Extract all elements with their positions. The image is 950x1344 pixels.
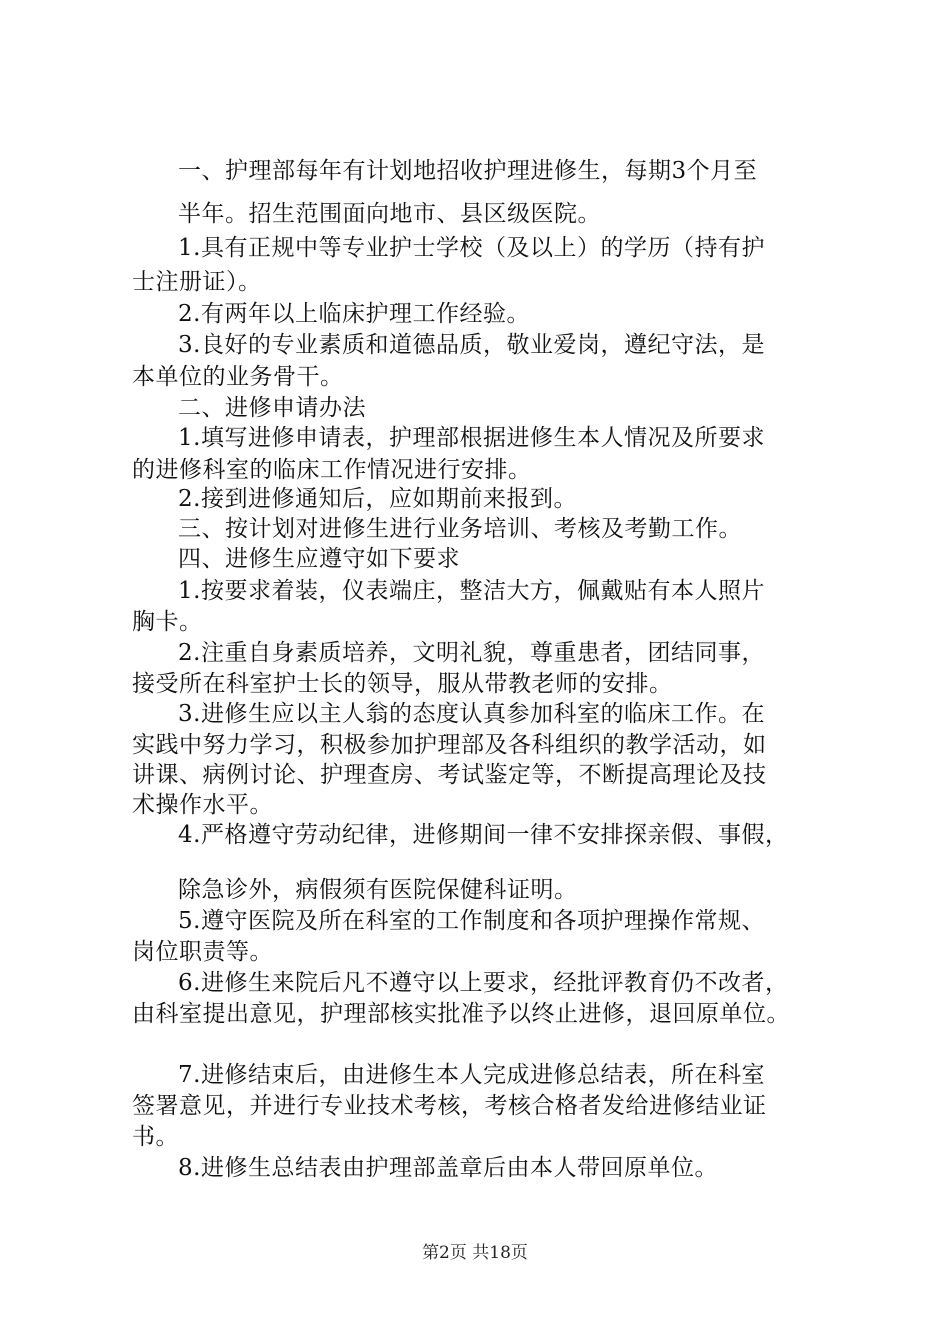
text-line: 7.进修结束后，由进修生本人完成进修总结表，所在科室 bbox=[178, 1062, 765, 1088]
text-line: 3.进修生应以主人翁的态度认真参加科室的临床工作。在 bbox=[178, 701, 765, 727]
text-line: 一、护理部每年有计划地招收护理进修生，每期3个月至 bbox=[178, 158, 758, 184]
section-heading: 二、进修申请办法 bbox=[178, 395, 366, 421]
text-line: 1.填写进修申请表，护理部根据进修生本人情况及所要求 bbox=[178, 425, 765, 451]
text-line: 5.遵守医院及所在科室的工作制度和各项护理操作常规、 bbox=[178, 908, 765, 934]
text-line: 签署意见，并进行专业技术考核，考核合格者发给进修结业证 bbox=[132, 1093, 767, 1119]
text-line: 术操作水平。 bbox=[132, 792, 273, 818]
text-line: 岗位职责等。 bbox=[132, 939, 273, 965]
text-line: 3.良好的专业素质和道德品质，敬业爱岗，遵纪守法，是 bbox=[178, 332, 765, 358]
text-line: 2.注重自身素质培养，文明礼貌，尊重患者，团结同事， bbox=[178, 640, 765, 666]
text-line: 4.严格遵守劳动纪律，进修期间一律不安排探亲假、事假， bbox=[178, 822, 789, 848]
section-heading: 四、进修生应遵守如下要求 bbox=[178, 546, 460, 572]
text-line: 1.按要求着装，仪表端庄，整洁大方，佩戴贴有本人照片 bbox=[178, 578, 765, 604]
text-line: 士注册证）。 bbox=[132, 269, 262, 295]
text-line: 2.接到进修通知后，应如期前来报到。 bbox=[178, 486, 577, 512]
text-line: 除急诊外，病假须有医院保健科证明。 bbox=[178, 877, 578, 903]
text-line: 接受所在科室护士长的领导，服从带教老师的安排。 bbox=[132, 671, 673, 697]
text-line: 本单位的业务骨干。 bbox=[132, 364, 344, 390]
text-line: 8.进修生总结表由护理部盖章后由本人带回原单位。 bbox=[178, 1155, 718, 1181]
text-line: 胸卡。 bbox=[132, 609, 203, 635]
text-line: 的进修科室的临床工作情况进行安排。 bbox=[132, 457, 532, 483]
text-line: 半年。招生范围面向地市、县区级医院。 bbox=[178, 201, 601, 227]
text-line: 6.进修生来院后凡不遵守以上要求，经批评教育仍不改者， bbox=[178, 970, 789, 996]
page-footer: 第2页 共18页 bbox=[422, 1243, 528, 1263]
text-line: 2.有两年以上临床护理工作经验。 bbox=[178, 301, 530, 327]
text-line: 实践中努力学习，积极参加护理部及各科组织的教学活动，如 bbox=[132, 732, 767, 758]
text-line: 讲课、病例讨论、护理查房、考试鉴定等，不断提高理论及技 bbox=[132, 762, 767, 788]
text-line: 1.具有正规中等专业护士学校（及以上）的学历（持有护 bbox=[178, 235, 765, 261]
text-line: 书。 bbox=[132, 1124, 179, 1150]
text-line: 由科室提出意见，护理部核实批准予以终止进修，退回原单位。 bbox=[132, 1001, 790, 1027]
section-heading: 三、按计划对进修生进行业务培训、考核及考勤工作。 bbox=[178, 516, 742, 542]
